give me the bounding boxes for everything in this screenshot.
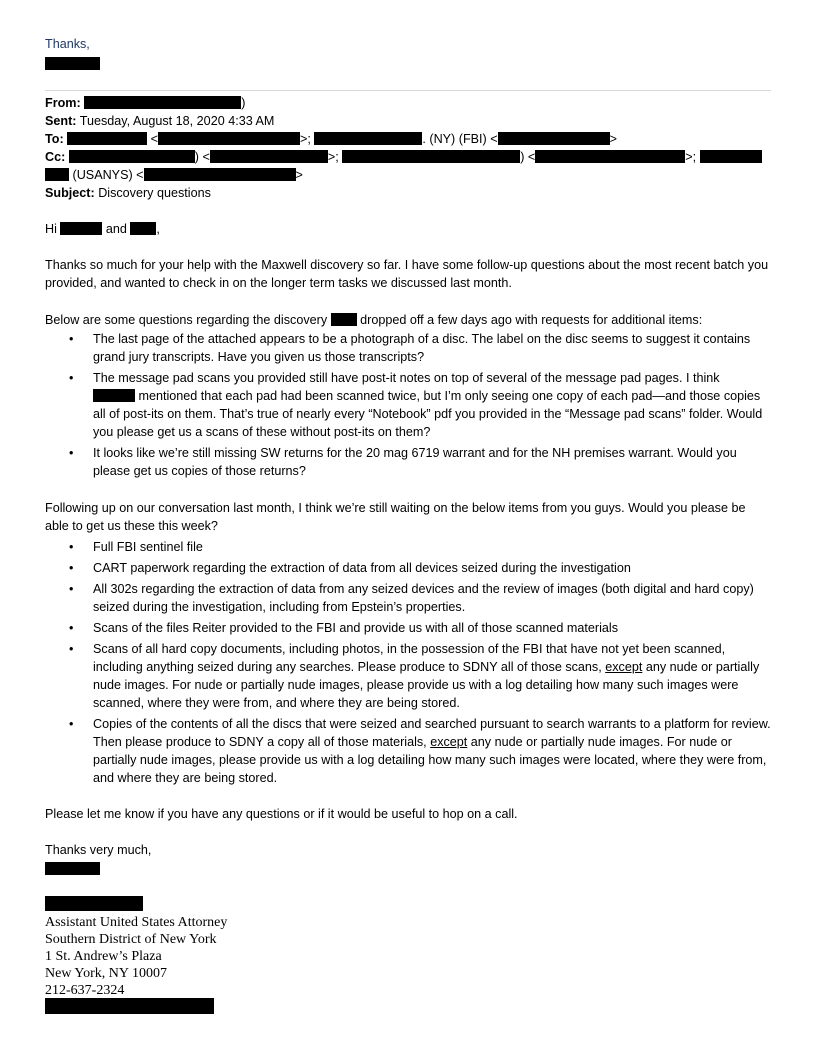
redaction-cc-4 (535, 150, 685, 163)
redaction-signature-email (45, 998, 214, 1017)
subject-row (45, 184, 211, 202)
pending-items-list (45, 538, 771, 790)
to-bracket-close: > (609, 132, 617, 146)
to-sep: >; (300, 132, 311, 146)
list-item (45, 559, 771, 577)
redaction-to-1 (67, 132, 147, 145)
redaction-to-3 (314, 132, 422, 145)
redaction-cc-2 (210, 150, 328, 163)
cc-row (45, 148, 762, 166)
sent-value: Tuesday, August 18, 2020 4:33 AM (79, 114, 275, 128)
redaction-recipient-1 (60, 222, 102, 235)
redaction-dropper (331, 313, 357, 326)
paragraph-questions-lead (45, 311, 702, 329)
redaction-to-2 (158, 132, 300, 145)
questions-lead-a: Below are some questions regarding the discovery (45, 313, 328, 327)
list-item (45, 538, 771, 556)
paragraph-closing: Please let me know if you have any questions or if it would be useful to hop on a call. (45, 807, 518, 821)
closing-thanks: Thanks very much, (45, 843, 152, 857)
cc-sep-3: ) < (520, 150, 536, 164)
bullet: • (69, 371, 74, 385)
from-row (45, 94, 245, 112)
except-underlined: except (605, 660, 643, 674)
redaction-signature-name (45, 896, 143, 914)
except-underlined: except (430, 735, 468, 749)
from-label: From: (45, 96, 81, 110)
bullet: • (69, 561, 74, 575)
cc-row-2 (45, 166, 303, 184)
cc-sep-1: ) < (194, 150, 210, 164)
list-item-text: Scans of the files Reiter provided to the FBI and provide us with all of those scanned materials (93, 621, 619, 635)
cc-sep-4: >; (685, 150, 697, 164)
to-bracket-open: < (150, 132, 159, 146)
list-item (45, 640, 771, 712)
questions-lead-b: dropped off a few days ago with requests for additional items: (360, 313, 703, 327)
list-item-text: It looks like we’re still missing SW returns for the 20 mag 6719 warrant and for the NH premises warrant. Would you please get us copies of those returns? (93, 446, 737, 478)
list-item-text: Copies of the contents of all the discs that were seized and searched pursuant to search warrants to a platform for review. Then please produce to SDNY a copy all of those materials, (93, 717, 771, 749)
cc-usanys: (USANYS) < (72, 168, 144, 182)
bullet: • (69, 582, 74, 596)
bullet: • (69, 717, 74, 731)
redaction-cc-7 (144, 168, 296, 181)
header-separator (45, 90, 771, 91)
subject-label: Subject: (45, 186, 95, 200)
questions-list (45, 330, 771, 483)
sent-row (45, 112, 274, 130)
top-greeting: Thanks, (45, 37, 90, 51)
list-item (45, 715, 771, 787)
bullet: • (69, 332, 74, 346)
list-item (45, 369, 771, 441)
list-item-text: any nude or partially nude images. For nude or partially nude images, please provide us with a log detailing how many such images were scanned, where they were from, and where they are being stored. (93, 660, 760, 710)
signature-office: Southern District of New York (45, 932, 217, 947)
list-item (45, 330, 771, 366)
salutation-and: and (105, 222, 127, 236)
list-item-text: Scans of all hard copy documents, including photos, in the possession of the FBI that have not yet been scanned, including anything seized during any searches. Please produce to SDNY all of those scans, (93, 642, 726, 674)
bullet: • (69, 540, 74, 554)
redaction-cc-5 (700, 150, 762, 163)
cc-label: Cc: (45, 150, 66, 164)
list-item (45, 444, 771, 480)
redaction-cc-6 (45, 168, 69, 181)
bullet: • (69, 446, 74, 460)
salutation-hi: Hi (45, 222, 57, 236)
paragraph-intro: Thanks so much for your help with the Maxwell discovery so far. I have some follow-up questions about the most recent batch you provided, and wanted to check in on the longer term tasks we discussed last month. (45, 258, 769, 290)
paragraph-followup: Following up on our conversation last month, I think we’re still waiting on the below items from you guys. Would you please be able to get us these this week? (45, 501, 746, 533)
sent-label: Sent: (45, 114, 77, 128)
redaction-to-4 (498, 132, 610, 145)
list-item-text: any nude or partially nude images. For nude or partially nude images, please provide us with a log detailing how many such images were located, where they were from, and where they are being stored. (93, 735, 767, 785)
list-item-text: CART paperwork regarding the extraction of data from all devices seized during the investigation (93, 561, 631, 575)
to-fbi: . (NY) (FBI) < (422, 132, 498, 146)
salutation (45, 220, 160, 238)
redaction-from (84, 96, 241, 109)
cc-bracket-close: > (295, 168, 303, 182)
subject-value: Discovery questions (98, 186, 211, 200)
redaction-list-name (93, 389, 135, 402)
list-item-text: Full FBI sentinel file (93, 540, 203, 554)
signature-phone: 212-637-2324 (45, 983, 125, 998)
redaction-cc-1 (69, 150, 195, 163)
list-item-text: The last page of the attached appears to be a photograph of a disc. The label on the disc seems to suggest it contains grand jury transcripts. Have you given us those transcripts? (93, 332, 751, 364)
signature-title: Assistant United States Attorney (45, 915, 228, 930)
redaction-top-name (45, 55, 100, 73)
cc-sep-2: >; (327, 150, 339, 164)
bullet: • (69, 621, 74, 635)
salutation-comma: , (156, 222, 160, 236)
signature-city: New York, NY 10007 (45, 966, 167, 981)
list-item-text: mentioned that each pad had been scanned twice, but I’m only seeing one copy of each pad—and those copies all of post-its on them. That’s true of nearly every “Notebook” pdf you provided in the “Message pad scans” folder. Would you please get us a scans of these without post-its on them? (93, 389, 763, 439)
to-label: To: (45, 132, 64, 146)
list-item-text: The message pad scans you provided still have post-it notes on top of several of the message pad pages. I think (93, 371, 720, 385)
signature-street: 1 St. Andrew’s Plaza (45, 949, 162, 964)
redaction-closing-name (45, 860, 100, 878)
redaction-cc-3 (342, 150, 520, 163)
to-row (45, 130, 617, 148)
list-item (45, 619, 771, 637)
list-item (45, 580, 771, 616)
bullet: • (69, 642, 74, 656)
list-item-text: All 302s regarding the extraction of data from any seized devices and the review of images (both digital and hard copy) seized during the investigation, including from Epstein’s properties. (93, 582, 754, 614)
from-tail: ) (241, 96, 246, 110)
redaction-recipient-2 (130, 222, 156, 235)
